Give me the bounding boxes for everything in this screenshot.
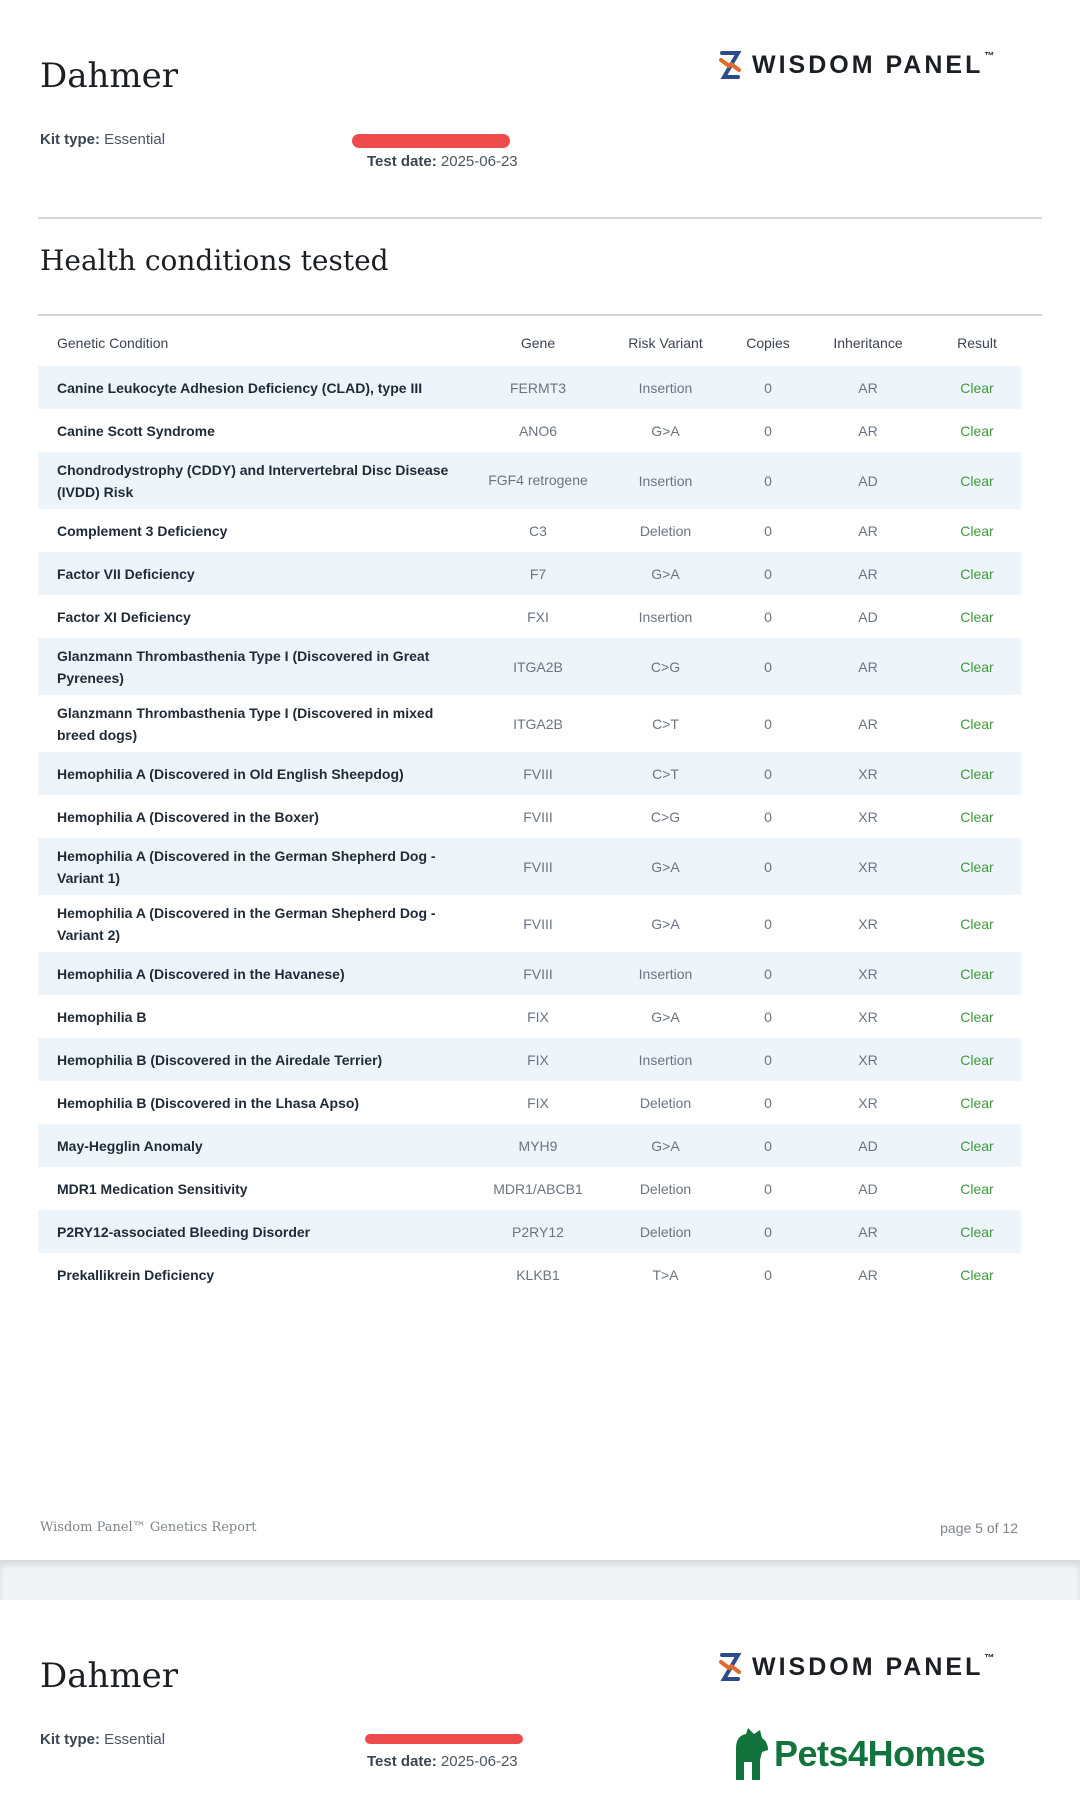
column-header-gene: Gene xyxy=(520,335,556,351)
inheritance: AD xyxy=(858,1180,878,1197)
table-row xyxy=(38,895,1021,952)
condition-name: Hemophilia A (Discovered in the German Shepherd Dog - Variant 2) xyxy=(57,904,436,943)
copies: 0 xyxy=(764,1266,772,1283)
result: Clear xyxy=(960,522,994,539)
risk-variant: G>A xyxy=(651,915,680,932)
table-row xyxy=(38,1210,1021,1253)
dog-name: Dahmer xyxy=(40,1656,179,1696)
test-date-label: Test date: xyxy=(367,1753,437,1770)
copies: 0 xyxy=(733,1038,803,1081)
risk-variant: Deletion xyxy=(639,1094,692,1111)
inheritance: XR xyxy=(803,838,933,895)
table-row xyxy=(38,366,1021,409)
inheritance: AD xyxy=(803,452,933,509)
table-row xyxy=(38,452,1021,509)
condition-name: Hemophilia B xyxy=(57,1008,147,1025)
pets4homes-watermark xyxy=(730,1726,985,1782)
gene: C3 xyxy=(529,522,547,539)
result: Clear xyxy=(933,1210,1021,1253)
risk-variant: T>A xyxy=(652,1266,679,1283)
condition-name: May-Hegglin Anomaly xyxy=(38,1124,478,1167)
inheritance: XR xyxy=(803,752,933,795)
result: Clear xyxy=(960,1008,994,1025)
brand-trademark: ™ xyxy=(984,50,995,62)
test-date xyxy=(367,153,518,170)
inheritance: XR xyxy=(858,1094,878,1111)
column-header-condition: Genetic Condition xyxy=(57,335,169,351)
inheritance: AR xyxy=(858,422,878,439)
condition-name: Hemophilia B (Discovered in the Lhasa Apso) xyxy=(57,1094,360,1111)
brand-logo xyxy=(718,1652,994,1682)
copies: 0 xyxy=(733,952,803,995)
condition-name: Glanzmann Thrombasthenia Type I (Discovered in Great Pyrenees) xyxy=(38,638,478,695)
gene: MYH9 xyxy=(478,1124,598,1167)
inheritance: AR xyxy=(803,552,933,595)
condition-name: Chondrodystrophy (CDDY) and Intervertebral Disc Disease (IVDD) Risk xyxy=(38,452,478,509)
gene: FVIII xyxy=(478,952,598,995)
inheritance: AR xyxy=(858,1266,878,1283)
gene: FERMT3 xyxy=(478,366,598,409)
condition-name: Glanzmann Thrombasthenia Type I (Discovered in mixed breed dogs) xyxy=(57,704,434,743)
table-row xyxy=(38,1253,1021,1296)
gene: FVIII xyxy=(478,752,598,795)
gene: FVIII xyxy=(523,808,553,825)
result: Clear xyxy=(960,608,994,625)
inheritance: AD xyxy=(858,608,878,625)
risk-variant: Deletion xyxy=(639,1180,692,1197)
condition-name: Factor XI Deficiency xyxy=(57,608,191,625)
copies: 0 xyxy=(764,808,772,825)
copies: 0 xyxy=(733,638,803,695)
inheritance: AR xyxy=(803,366,933,409)
condition-name: P2RY12-associated Bleeding Disorder xyxy=(38,1210,478,1253)
gene: FVIII xyxy=(523,915,553,932)
table-row xyxy=(38,795,1021,838)
gene: FGF4 retrogene xyxy=(478,452,598,509)
condition-name: Hemophilia A (Discovered in the German Shepherd Dog - Variant 1) xyxy=(38,838,478,895)
inheritance: AD xyxy=(803,1124,933,1167)
kit-type xyxy=(40,131,165,148)
risk-variant: Insertion xyxy=(598,1038,733,1081)
risk-variant: G>A xyxy=(651,422,680,439)
gene: FIX xyxy=(478,1038,598,1081)
copies: 0 xyxy=(764,715,772,732)
column-header-risk-variant: Risk Variant xyxy=(628,335,703,351)
result: Clear xyxy=(960,715,994,732)
report-page-6 xyxy=(0,1600,1080,1811)
inheritance: XR xyxy=(803,1038,933,1081)
kit-type-value: Essential xyxy=(104,131,166,148)
copies: 0 xyxy=(733,1124,803,1167)
result: Clear xyxy=(933,1124,1021,1167)
risk-variant: Insertion xyxy=(598,952,733,995)
table-row xyxy=(38,595,1021,638)
dog-name: Dahmer xyxy=(40,56,179,96)
result: Clear xyxy=(933,638,1021,695)
risk-variant: G>A xyxy=(598,838,733,895)
result: Clear xyxy=(960,1180,994,1197)
condition-name: MDR1 Medication Sensitivity xyxy=(57,1180,248,1197)
brand-name: WISDOM PANEL xyxy=(752,1652,984,1681)
condition-name: Canine Leukocyte Adhesion Deficiency (CLAD), type III xyxy=(38,366,478,409)
result: Clear xyxy=(933,1038,1021,1081)
table-row xyxy=(38,1167,1021,1210)
risk-variant: Deletion xyxy=(598,1210,733,1253)
table-row xyxy=(38,752,1021,795)
gene: FVIII xyxy=(478,838,598,895)
gene: FXI xyxy=(527,608,549,625)
result: Clear xyxy=(933,552,1021,595)
header-divider xyxy=(38,217,1042,219)
table-header-row xyxy=(38,320,1021,366)
brand-logo xyxy=(718,50,994,80)
gene: P2RY12 xyxy=(478,1210,598,1253)
pets4homes-dog-icon xyxy=(730,1726,772,1782)
risk-variant: Deletion xyxy=(639,522,692,539)
condition-name: Factor VII Deficiency xyxy=(38,552,478,595)
inheritance: XR xyxy=(858,808,878,825)
condition-name: Complement 3 Deficiency xyxy=(57,522,228,539)
kit-type xyxy=(40,1731,165,1748)
risk-variant: Insertion xyxy=(598,452,733,509)
condition-name: Hemophilia A (Discovered in Old English Sheepdog) xyxy=(38,752,478,795)
copies: 0 xyxy=(733,1210,803,1253)
footer-report-title: Wisdom Panel™ Genetics Report xyxy=(40,1520,257,1535)
gene: FIX xyxy=(527,1094,549,1111)
risk-variant: G>A xyxy=(598,1124,733,1167)
condition-name: Canine Scott Syndrome xyxy=(57,422,215,439)
copies: 0 xyxy=(764,522,772,539)
brand-trademark: ™ xyxy=(984,1652,995,1664)
table-row xyxy=(38,952,1021,995)
gene: ANO6 xyxy=(518,422,558,439)
condition-name: Prekallikrein Deficiency xyxy=(57,1266,215,1283)
copies: 0 xyxy=(764,915,772,932)
page-separator xyxy=(0,1560,1080,1601)
kit-type-value: Essential xyxy=(104,1731,166,1748)
copies: 0 xyxy=(733,366,803,409)
table-row xyxy=(38,409,1021,452)
table-row xyxy=(38,509,1021,552)
risk-variant: Insertion xyxy=(638,608,693,625)
copies: 0 xyxy=(764,1094,772,1111)
inheritance: XR xyxy=(858,915,878,932)
test-date-label: Test date: xyxy=(367,153,437,170)
result: Clear xyxy=(933,752,1021,795)
copies: 0 xyxy=(764,1008,772,1025)
result: Clear xyxy=(933,838,1021,895)
table-row xyxy=(38,638,1021,695)
gene: ITGA2B xyxy=(513,715,563,732)
copies: 0 xyxy=(764,1180,772,1197)
inheritance: AR xyxy=(858,715,878,732)
gene: ITGA2B xyxy=(478,638,598,695)
table-row xyxy=(38,552,1021,595)
result: Clear xyxy=(933,452,1021,509)
risk-variant: G>A xyxy=(651,1008,680,1025)
pets4homes-wordmark: Pets4Homes xyxy=(774,1733,986,1774)
brand-name: WISDOM PANEL xyxy=(752,50,984,79)
column-header-result: Result xyxy=(957,335,997,351)
column-header-inheritance: Inheritance xyxy=(833,335,903,351)
inheritance: AR xyxy=(803,638,933,695)
result: Clear xyxy=(960,915,994,932)
result: Clear xyxy=(933,366,1021,409)
condition-name: Hemophilia B (Discovered in the Airedale Terrier) xyxy=(38,1038,478,1081)
copies: 0 xyxy=(764,608,772,625)
condition-name: Hemophilia A (Discovered in the Havanese) xyxy=(38,952,478,995)
inheritance: AR xyxy=(858,522,878,539)
table-row xyxy=(38,995,1021,1038)
table-top-divider xyxy=(38,314,1042,316)
gene: MDR1/ABCB1 xyxy=(493,1180,583,1197)
gene: F7 xyxy=(478,552,598,595)
result: Clear xyxy=(933,952,1021,995)
wisdom-panel-dna-icon xyxy=(718,1652,742,1682)
redaction-mark xyxy=(352,134,510,148)
copies: 0 xyxy=(733,452,803,509)
result: Clear xyxy=(960,1266,994,1283)
copies: 0 xyxy=(733,552,803,595)
redaction-mark xyxy=(365,1734,523,1744)
health-conditions-table xyxy=(38,320,1021,1296)
result: Clear xyxy=(960,808,994,825)
kit-type-label: Kit type: xyxy=(40,131,100,148)
test-date-value: 2025-06-23 xyxy=(440,1753,518,1770)
table-row xyxy=(38,838,1021,895)
result: Clear xyxy=(960,422,994,439)
copies: 0 xyxy=(764,422,772,439)
condition-name: Hemophilia A (Discovered in the Boxer) xyxy=(57,808,319,825)
kit-type-label: Kit type: xyxy=(40,1731,100,1748)
risk-variant: Insertion xyxy=(598,366,733,409)
table-row xyxy=(38,1081,1021,1124)
footer-page-number: page 5 of 12 xyxy=(940,1520,1018,1536)
inheritance: XR xyxy=(803,952,933,995)
table-row xyxy=(38,1038,1021,1081)
risk-variant: C>G xyxy=(650,808,681,825)
risk-variant: C>G xyxy=(598,638,733,695)
test-date xyxy=(367,1753,518,1770)
gene: KLKB1 xyxy=(516,1266,560,1283)
copies: 0 xyxy=(733,752,803,795)
risk-variant: G>A xyxy=(598,552,733,595)
column-header-copies: Copies xyxy=(746,335,790,351)
inheritance: XR xyxy=(858,1008,878,1025)
risk-variant: C>T xyxy=(598,752,733,795)
inheritance: AR xyxy=(803,1210,933,1253)
copies: 0 xyxy=(733,838,803,895)
test-date-value: 2025-06-23 xyxy=(440,153,518,170)
wisdom-panel-dna-icon xyxy=(718,50,742,80)
risk-variant: C>T xyxy=(652,715,679,732)
gene: FIX xyxy=(527,1008,549,1025)
table-row xyxy=(38,695,1021,752)
table-row xyxy=(38,1124,1021,1167)
result: Clear xyxy=(960,1094,994,1111)
section-title: Health conditions tested xyxy=(40,244,389,277)
